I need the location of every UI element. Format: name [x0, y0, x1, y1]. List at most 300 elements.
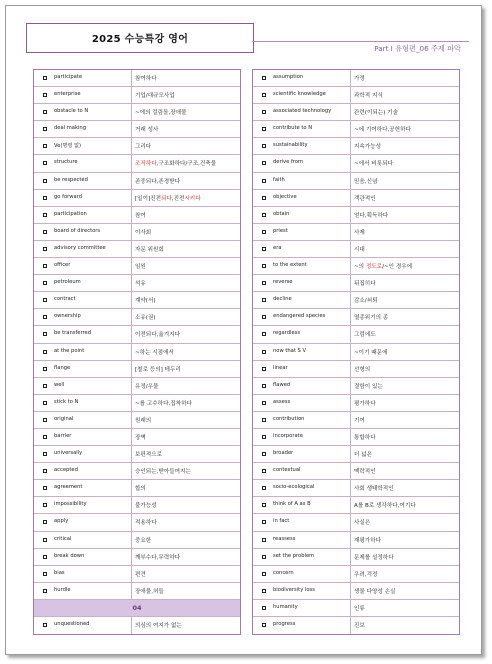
korean-meaning: 소유(권)	[135, 315, 156, 322]
column-divider	[350, 514, 351, 530]
korean-meaning: 계약(서)	[135, 298, 156, 305]
english-term: obtain	[273, 210, 290, 217]
korean-meaning: 적용하다	[135, 520, 157, 527]
korean-meaning: 자문 위원회	[135, 246, 164, 253]
page-subtitle: Part I 유형편_06 주제 파악	[374, 44, 461, 53]
vocab-row	[34, 87, 240, 104]
english-term: linear	[273, 364, 288, 371]
english-term: agreement	[54, 484, 83, 491]
english-term: contract	[54, 296, 76, 303]
checkbox-icon	[43, 503, 47, 507]
english-term: ownership	[54, 313, 81, 320]
checkbox-icon	[43, 161, 47, 165]
english-term: hurdle	[54, 586, 71, 593]
column-divider	[350, 104, 351, 120]
english-term: objective	[273, 193, 297, 200]
vocab-row	[253, 224, 459, 241]
column-divider	[131, 87, 132, 103]
korean-meaning: [일이]진전되다,진전시키다	[135, 195, 201, 202]
korean-meaning: 평가하다	[354, 400, 376, 407]
korean-meaning: 뒤집히다	[354, 281, 376, 288]
korean-meaning: 장애물,허들	[135, 588, 164, 595]
korean-meaning: ~의 정도로/~인 경우에	[354, 264, 413, 271]
checkbox-icon	[262, 93, 266, 97]
column-divider	[131, 309, 132, 325]
korean-meaning: 깨부수다,무력하다	[135, 554, 181, 561]
column-divider	[350, 344, 351, 360]
english-term: assumption	[273, 74, 304, 80]
english-term: reverse	[273, 279, 293, 286]
column-divider	[131, 549, 132, 565]
column-divider	[350, 395, 351, 411]
korean-meaning: 지속가능성	[354, 144, 382, 151]
english-term: humanity	[273, 603, 298, 610]
column-divider	[131, 617, 132, 634]
column-divider	[350, 326, 351, 342]
checkbox-icon	[262, 144, 266, 148]
checkbox-icon	[43, 555, 47, 559]
checkbox-icon	[43, 298, 47, 302]
vocab-row	[34, 549, 240, 566]
column-divider	[131, 463, 132, 479]
checkbox-icon	[43, 196, 47, 200]
korean-meaning: 보편적으로	[135, 452, 163, 459]
column-divider	[131, 104, 132, 120]
column-divider	[350, 224, 351, 240]
column-divider	[350, 429, 351, 445]
column-divider	[131, 480, 132, 496]
korean-meaning: 중요한	[135, 537, 152, 544]
vocab-row	[253, 600, 459, 617]
column-divider	[131, 566, 132, 582]
vocab-row	[34, 121, 240, 138]
english-term: universally	[54, 450, 83, 457]
column-divider	[131, 258, 132, 274]
korean-meaning: 참여하다	[135, 76, 157, 82]
vocab-row	[253, 446, 459, 463]
korean-meaning: 그리다	[135, 144, 152, 151]
column-divider	[350, 190, 351, 206]
vocab-row	[34, 344, 240, 361]
vocab-row	[34, 480, 240, 497]
vocab-row	[34, 70, 240, 87]
checkbox-icon	[43, 144, 47, 148]
column-divider	[131, 497, 132, 513]
korean-meaning: ~에 기여하다,공헌하다	[354, 127, 411, 134]
column-divider	[131, 378, 132, 394]
highlighted-text: 되다	[160, 195, 172, 202]
column-divider	[131, 532, 132, 548]
column-divider	[350, 412, 351, 428]
korean-meaning: 결함이 있는	[354, 383, 383, 390]
column-divider	[350, 446, 351, 462]
checkbox-icon	[262, 76, 266, 80]
korean-meaning: ~에의 걸림돌,장애물	[135, 110, 187, 117]
vocab-row	[253, 617, 459, 634]
korean-meaning: 맥락적인	[354, 469, 376, 476]
vocab-row	[253, 309, 459, 326]
english-term: socio-ecological	[273, 484, 315, 491]
vocab-row	[34, 497, 240, 514]
vocab-row	[253, 514, 459, 531]
checkbox-icon	[43, 623, 47, 627]
checkbox-icon	[262, 606, 266, 610]
column-divider	[350, 497, 351, 513]
vocab-row	[253, 463, 459, 480]
vocab-table-left	[33, 69, 241, 635]
vocab-row	[34, 326, 240, 343]
korean-meaning: 존중되다,존경받다	[135, 178, 181, 185]
korean-meaning: 과학적 지식	[354, 93, 383, 100]
checkbox-icon	[43, 332, 47, 336]
checkbox-icon	[262, 281, 266, 285]
vocab-row	[34, 361, 240, 378]
vocab-row	[34, 395, 240, 412]
vocab-row	[253, 87, 459, 104]
checkbox-icon	[262, 247, 266, 251]
korean-meaning: 믿음,신념	[354, 178, 378, 185]
english-term: Ve(명령 없)	[54, 143, 82, 150]
checkbox-icon	[262, 452, 266, 456]
korean-meaning: ~에서 비롯되다	[354, 161, 393, 168]
english-term: assess	[273, 398, 291, 405]
english-term: to the extent	[273, 262, 307, 269]
vocab-row	[253, 292, 459, 309]
column-divider	[131, 361, 132, 377]
vocab-row	[253, 344, 459, 361]
korean-meaning: 더 넓은	[354, 452, 372, 459]
vocab-row	[34, 532, 240, 549]
column-divider	[350, 121, 351, 137]
korean-meaning: 석유	[135, 281, 146, 288]
checkbox-icon	[262, 384, 266, 388]
korean-meaning: 생물 다양성 손실	[354, 588, 396, 595]
highlighted-text: 시키다	[184, 195, 201, 202]
english-term: board of directors	[54, 227, 101, 234]
checkbox-icon	[43, 520, 47, 524]
korean-meaning: 선형의	[354, 366, 371, 373]
column-divider	[131, 173, 132, 189]
checkbox-icon	[262, 367, 266, 371]
korean-meaning: 통합하다	[354, 434, 376, 441]
english-term: contribution	[273, 415, 305, 422]
vocab-row	[34, 514, 240, 531]
korean-meaning: 그럼에도	[354, 332, 376, 339]
vocab-row	[34, 378, 240, 395]
vocab-row	[34, 224, 240, 241]
checkbox-icon	[262, 315, 266, 319]
vocab-row	[253, 155, 459, 172]
checkbox-icon	[262, 401, 266, 405]
checkbox-icon	[262, 418, 266, 422]
korean-meaning: 사제	[354, 229, 365, 236]
column-divider	[131, 395, 132, 411]
column-divider	[350, 463, 351, 479]
korean-meaning: 시대	[354, 246, 365, 253]
checkbox-icon	[262, 520, 266, 524]
checkbox-icon	[262, 623, 266, 627]
english-term: bias	[54, 569, 65, 576]
column-divider	[131, 207, 132, 223]
vocab-row	[253, 207, 459, 224]
korean-meaning: ~이기 때문에	[354, 349, 388, 356]
checkbox-icon	[43, 469, 47, 473]
checkbox-icon	[43, 572, 47, 576]
english-term: regardless	[273, 330, 301, 337]
vocab-row	[34, 275, 240, 292]
english-term: set the problem	[273, 552, 315, 559]
highlighted-text: 조직하다	[135, 161, 157, 168]
korean-meaning: 기여	[354, 417, 365, 424]
column-divider	[350, 275, 351, 291]
column-divider	[350, 155, 351, 171]
english-term: officer	[54, 262, 71, 269]
vocab-row	[253, 361, 459, 378]
vocab-row	[34, 446, 240, 463]
checkbox-icon	[262, 213, 266, 217]
column-divider	[350, 87, 351, 103]
column-divider	[131, 241, 132, 257]
checkbox-icon	[262, 486, 266, 490]
checkbox-icon	[262, 298, 266, 302]
column-divider	[131, 344, 132, 360]
checkbox-icon	[43, 350, 47, 354]
column-divider	[350, 138, 351, 154]
korean-meaning: 문제를 설정하다	[354, 554, 394, 561]
english-term: break down	[54, 552, 85, 559]
checkbox-icon	[43, 589, 47, 593]
column-divider	[350, 309, 351, 325]
checkbox-icon	[43, 315, 47, 319]
english-term: petroleum	[54, 279, 81, 286]
english-term: in fact	[273, 518, 290, 525]
korean-meaning: 객관적인	[354, 195, 376, 202]
column-divider	[131, 190, 132, 206]
vocab-row	[34, 429, 240, 446]
highlighted-text: 정도로	[365, 264, 383, 271]
vocab-row	[34, 104, 240, 121]
english-term: apply	[54, 518, 69, 525]
checkbox-icon	[262, 127, 266, 131]
korean-meaning: 가정	[354, 76, 365, 82]
english-term: decline	[273, 296, 292, 303]
vocab-row	[34, 258, 240, 275]
vocab-row	[253, 121, 459, 138]
column-divider	[131, 292, 132, 308]
column-divider	[350, 378, 351, 394]
vocab-row	[34, 309, 240, 326]
english-term: endangered species	[273, 313, 326, 320]
english-term: broader	[273, 450, 294, 457]
checkbox-icon	[43, 230, 47, 234]
checkbox-icon	[43, 367, 47, 371]
column-divider	[350, 361, 351, 377]
column-divider	[131, 121, 132, 137]
vocab-row	[253, 378, 459, 395]
english-term: progress	[273, 621, 296, 627]
korean-meaning: 기업/대규모사업	[135, 93, 175, 100]
checkbox-icon	[262, 589, 266, 593]
checkbox-icon	[43, 281, 47, 285]
english-term: be respected	[54, 176, 88, 183]
column-divider	[350, 600, 351, 616]
vocab-row	[34, 566, 240, 583]
english-term: barrier	[54, 432, 72, 439]
korean-meaning: 이전되다,옮겨지다	[135, 332, 181, 339]
english-term: associated technology	[273, 108, 332, 115]
vocab-row	[253, 275, 459, 292]
english-term: era	[273, 244, 282, 251]
section-number: 04	[34, 600, 240, 617]
english-term: enterprise	[54, 91, 81, 98]
korean-meaning: 감소/쇠퇴	[354, 298, 378, 305]
english-term: unquestioned	[54, 621, 90, 627]
english-term: biodiversity loss	[273, 586, 315, 593]
vocab-row	[253, 412, 459, 429]
checkbox-icon	[262, 196, 266, 200]
checkbox-icon	[43, 110, 47, 114]
korean-meaning: 임원	[135, 264, 146, 271]
vocab-row	[253, 70, 459, 87]
vocab-row	[253, 583, 459, 600]
vocab-row	[253, 566, 459, 583]
korean-meaning: 승인되는,받아들여지는	[135, 469, 191, 476]
english-term: now that S V	[273, 347, 307, 354]
vocab-row	[34, 155, 240, 172]
page-title: 2025 수능특강 영어	[91, 34, 189, 45]
korean-meaning: 멸종위기의 종	[354, 315, 389, 322]
checkbox-icon	[262, 572, 266, 576]
vocab-row	[253, 138, 459, 155]
checkbox-icon	[43, 179, 47, 183]
column-divider	[350, 480, 351, 496]
column-divider	[350, 70, 351, 86]
column-divider	[350, 566, 351, 582]
vocab-row	[253, 549, 459, 566]
english-term: contextual	[273, 467, 301, 474]
english-term: participate	[54, 74, 83, 80]
checkbox-icon	[43, 384, 47, 388]
checkbox-icon	[43, 93, 47, 97]
korean-meaning: A를 B로 생각하다,여기다	[354, 503, 416, 510]
checkbox-icon	[262, 110, 266, 114]
korean-meaning: ~를 고수하다,집착하다	[135, 400, 192, 407]
vocab-row	[253, 258, 459, 275]
korean-meaning: 사실은	[354, 520, 371, 527]
column-divider	[350, 532, 351, 548]
korean-meaning: 편견	[135, 571, 146, 578]
english-term: flawed	[273, 381, 291, 388]
korean-meaning: ~하는 시점에서	[135, 349, 174, 356]
korean-meaning: 관련(이되는) 기술	[354, 110, 398, 117]
korean-meaning: 원래의	[135, 417, 152, 424]
vocab-row	[253, 241, 459, 258]
column-divider	[350, 583, 351, 599]
korean-meaning: 진보	[354, 623, 365, 629]
english-term: deal making	[54, 125, 87, 132]
english-term: stick to N	[54, 398, 79, 405]
title-box	[26, 23, 254, 53]
checkbox-icon	[43, 418, 47, 422]
vocab-row	[34, 173, 240, 190]
vocab-row	[34, 412, 240, 429]
checkbox-icon	[43, 76, 47, 80]
english-term: well	[54, 381, 65, 388]
korean-meaning: 인류	[354, 605, 365, 612]
column-divider	[131, 138, 132, 154]
vocab-row	[253, 104, 459, 121]
header-rule	[252, 41, 469, 42]
vocab-row	[253, 497, 459, 514]
english-term: faith	[273, 176, 285, 183]
english-term: critical	[54, 535, 72, 542]
english-term: original	[54, 415, 74, 422]
english-term: be transferred	[54, 330, 92, 337]
english-term: sustainability	[273, 142, 308, 149]
english-term: obstacle to N	[54, 108, 89, 115]
checkbox-icon	[43, 127, 47, 131]
column-divider	[131, 446, 132, 462]
column-divider	[131, 514, 132, 530]
korean-meaning: 이사회	[135, 229, 152, 236]
vocab-row	[253, 326, 459, 343]
checkbox-icon	[43, 264, 47, 268]
vocab-row	[34, 583, 240, 600]
english-term: derive from	[273, 159, 304, 166]
checkbox-icon	[262, 469, 266, 473]
checkbox-icon	[262, 503, 266, 507]
checkbox-icon	[43, 486, 47, 490]
checkbox-icon	[43, 247, 47, 251]
korean-meaning: 사회 생태학적인	[354, 486, 394, 493]
column-divider	[350, 292, 351, 308]
vocab-row	[34, 207, 240, 224]
checkbox-icon	[43, 452, 47, 456]
english-term: concern	[273, 569, 294, 576]
vocab-row	[253, 173, 459, 190]
english-term: structure	[54, 159, 78, 166]
english-term: think of A as B	[273, 501, 311, 508]
korean-meaning: 얻다,획득하다	[354, 212, 389, 219]
column-divider	[350, 173, 351, 189]
english-term: at the point	[54, 347, 85, 354]
checkbox-icon	[262, 161, 266, 165]
checkbox-icon	[262, 555, 266, 559]
checkbox-icon	[262, 332, 266, 336]
vocab-row	[34, 617, 240, 634]
english-term: participation	[54, 210, 87, 217]
english-term: impossibility	[54, 501, 87, 508]
vocab-row	[34, 241, 240, 258]
checkbox-icon	[43, 213, 47, 217]
column-divider	[350, 241, 351, 257]
column-divider	[131, 326, 132, 342]
english-term: reassess	[273, 535, 296, 542]
korean-meaning: 의심의 여지가 없는	[135, 623, 182, 629]
korean-meaning: 합의	[135, 486, 146, 493]
english-term: flange	[54, 364, 71, 371]
column-divider	[350, 549, 351, 565]
checkbox-icon	[262, 230, 266, 234]
english-term: advisory committee	[54, 244, 106, 251]
vocab-row	[253, 480, 459, 497]
vocab-row	[34, 463, 240, 480]
vocab-table-right	[252, 69, 460, 635]
column-divider	[350, 258, 351, 274]
english-term: contribute to N	[273, 125, 313, 132]
korean-meaning: 재평가하다	[354, 537, 382, 544]
document-page	[5, 5, 482, 655]
